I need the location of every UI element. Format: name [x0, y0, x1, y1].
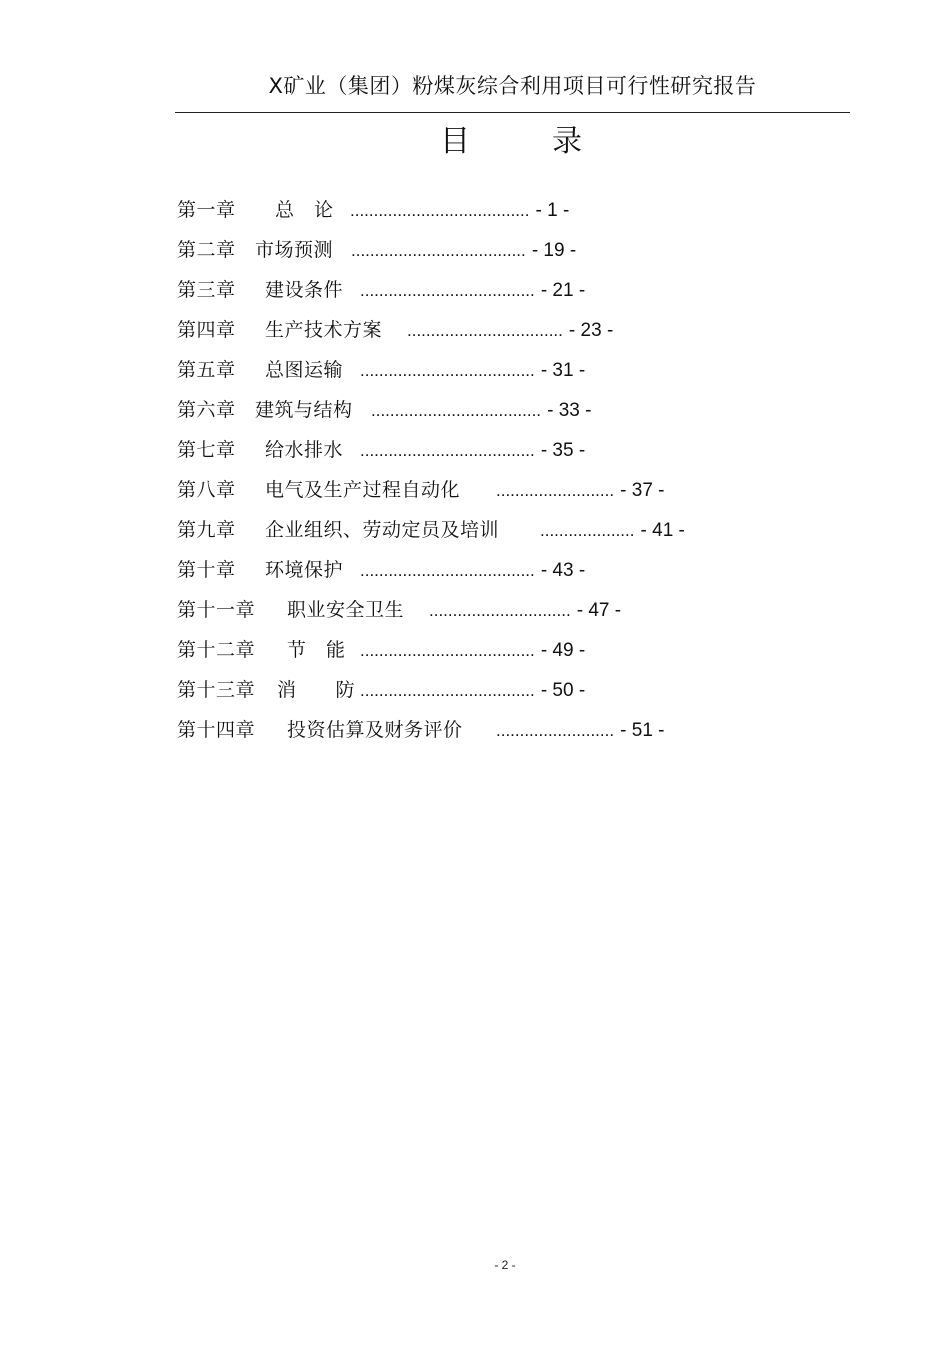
- toc-entry[interactable]: [177, 397, 685, 437]
- chapter-title: 总 论: [275, 199, 334, 221]
- toc-entry[interactable]: [177, 517, 685, 557]
- toc-title: [0, 122, 950, 162]
- page-reference: - 51 -: [620, 720, 665, 741]
- chapter-title: 环境保护: [265, 559, 344, 581]
- chapter-number: 第十四章: [177, 719, 256, 741]
- page-reference: - 49 -: [540, 640, 586, 661]
- chapter-title: 投资估算及财务评价: [287, 719, 463, 741]
- toc-entry[interactable]: [177, 277, 685, 317]
- page-reference: - 37 -: [620, 480, 665, 501]
- page-reference: - 31 -: [540, 360, 586, 381]
- toc-entry[interactable]: [177, 677, 685, 717]
- chapter-number: 第九章: [177, 519, 236, 541]
- chapter-title: 电气及生产过程自动化: [265, 479, 461, 501]
- toc-entry[interactable]: [177, 717, 685, 757]
- toc-entry[interactable]: [177, 437, 685, 477]
- chapter-number: 第七章: [177, 439, 236, 461]
- dot-leader: .....................................: [360, 681, 535, 700]
- page-reference: - 21 -: [540, 280, 586, 301]
- toc-entry[interactable]: [177, 237, 685, 277]
- chapter-number: 第二章: [177, 239, 236, 261]
- dot-leader: ....................................: [371, 401, 542, 420]
- page-reference: - 1 -: [535, 200, 570, 221]
- chapter-title: 生产技术方案: [265, 319, 383, 341]
- toc-title-char-1: 目: [440, 124, 472, 159]
- chapter-title: 职业安全卫生: [287, 599, 405, 621]
- page-reference: - 35 -: [540, 440, 586, 461]
- dot-leader: .....................................: [360, 441, 535, 460]
- chapter-title: 建设条件: [265, 279, 344, 301]
- chapter-number: 第十章: [177, 559, 236, 581]
- dot-leader: ....................: [540, 521, 635, 540]
- header-divider: [175, 112, 850, 113]
- chapter-title: 节 能: [287, 639, 346, 661]
- page-reference: - 19 -: [531, 240, 577, 261]
- chapter-number: 第六章: [177, 399, 236, 421]
- chapter-title: 总图运输: [265, 359, 344, 381]
- chapter-number: 第三章: [177, 279, 236, 301]
- toc-entry[interactable]: [177, 317, 685, 357]
- dot-leader: .....................................: [351, 241, 526, 260]
- dot-leader: .........................: [496, 481, 615, 500]
- dot-leader: ......................................: [350, 201, 530, 220]
- toc-entry[interactable]: [177, 637, 685, 677]
- page-reference: - 23 -: [568, 320, 614, 341]
- page-reference: - 43 -: [540, 560, 586, 581]
- page-reference: - 33 -: [547, 400, 592, 421]
- page-number: - 2 -: [494, 1258, 516, 1272]
- toc-entry[interactable]: [177, 197, 685, 237]
- dot-leader: .....................................: [360, 361, 535, 380]
- chapter-number: 第十二章: [177, 639, 256, 661]
- dot-leader: .....................................: [360, 641, 535, 660]
- toc-entry[interactable]: [177, 477, 685, 517]
- chapter-number: 第五章: [177, 359, 236, 381]
- chapter-number: 第十三章: [177, 679, 256, 701]
- page-reference: - 47 -: [576, 600, 622, 621]
- toc-entry[interactable]: [177, 597, 685, 637]
- chapter-number: 第八章: [177, 479, 236, 501]
- running-header: X矿业（集团）粉煤灰综合利用项目可行性研究报告: [268, 74, 757, 98]
- page-reference: - 41 -: [640, 520, 685, 541]
- chapter-title: 企业组织、劳动定员及培训: [265, 519, 500, 541]
- toc-entry[interactable]: [177, 557, 685, 597]
- page-reference: - 50 -: [540, 680, 586, 701]
- dot-leader: .................................: [407, 321, 563, 340]
- chapter-number: 第四章: [177, 319, 236, 341]
- chapter-title: 消 防: [277, 679, 356, 701]
- dot-leader: .....................................: [360, 281, 535, 300]
- chapter-title: 建筑与结构: [255, 399, 353, 421]
- chapter-number: 第十一章: [177, 599, 256, 621]
- chapter-title: 市场预测: [255, 239, 334, 261]
- dot-leader: .....................................: [360, 561, 535, 580]
- chapter-number: 第一章: [177, 199, 236, 221]
- table-of-contents: [177, 197, 685, 757]
- toc-entry[interactable]: [177, 357, 685, 397]
- dot-leader: ..............................: [429, 601, 571, 620]
- dot-leader: .........................: [496, 721, 615, 740]
- chapter-title: 给水排水: [265, 439, 344, 461]
- toc-title-char-2: 录: [552, 124, 584, 159]
